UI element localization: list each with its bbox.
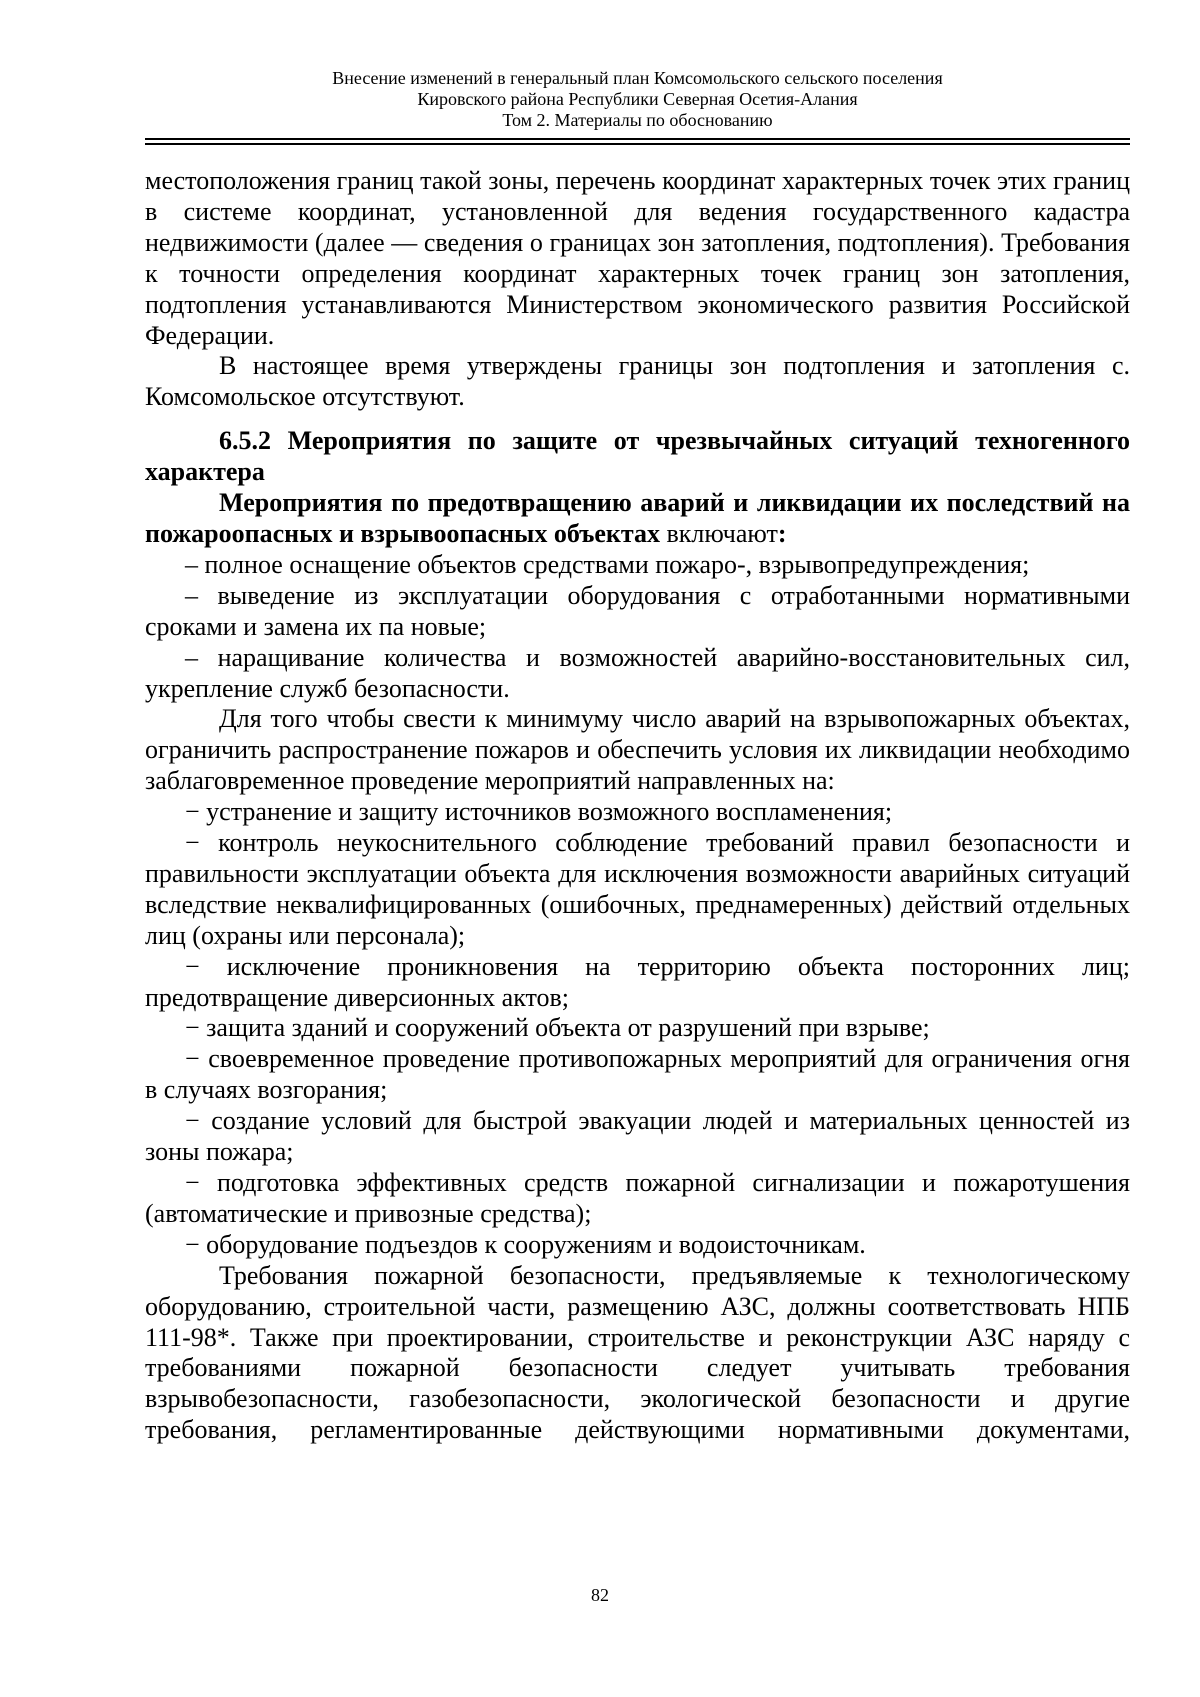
section-heading-6-5-2: 6.5.2 Мероприятия по защите от чрезвычайных ситуаций техногенного характера [145, 426, 1130, 487]
list-item: − защита зданий и сооружений объекта от разрушений при взрыве; [185, 1013, 930, 1043]
header-rule-top [145, 138, 1130, 140]
header-line-1: Внесение изменений в генеральный план Комсомольского сельского поселения [332, 68, 943, 88]
list-item: – выведение из эксплуатации оборудования с отработанными нормативными сроками и замена их па новые; [145, 580, 1130, 641]
paragraph-minimize-accidents: Для того чтобы свести к минимуму число аварий на взрывопожарных объектах, ограничить распространение пожаров и обеспечить условия их ликвидации необходимо заблаговременное проведение мероприятий направленных на: [145, 704, 1130, 796]
page-number: 82 [591, 1585, 609, 1605]
paragraph-flood-zones: В настоящее время утверждены границы зон подтопления и затопления с. Комсомольское отсутствуют. [145, 351, 1130, 412]
paragraph-continued: местоположения границ такой зоны, перечень координат характерных точек этих границ в системе координат, установленной для ведения государственного кадастра недвижимости (далее — сведения о границах зон затопления, подтопления). Требования к точности определения координат характерных точек границ зон затопления, подтопления устанавливаются Министерством экономического развития Российской Федерации. [145, 166, 1130, 350]
body-text [145, 166, 1130, 1446]
header-line-3: Том 2. Материалы по обоснованию [502, 110, 773, 130]
list-item: − подготовка эффективных средств пожарной сигнализации и пожаротушения (автоматические и привозные средства); [145, 1168, 1130, 1228]
list-item: − устранение и защиту источников возможного воспламенения; [185, 797, 893, 827]
list-item: – полное оснащение объектов средствами пожаро-, взрывопредупреждения; [185, 549, 1030, 579]
running-header [145, 68, 1130, 131]
fire-measures-colon: : [777, 518, 787, 548]
list-item: − контроль неукоснительного соблюдение требований правил безопасности и правильности эксплуатации объекта для исключения возможности аварийных ситуаций вследствие неквалифицированных (ошибочных, преднамеренных) действий отдельных лиц (охраны или персонала); [145, 828, 1130, 950]
header-line-2: Кировского района Республики Северная Осетия-Алания [417, 89, 858, 109]
fire-measures-bold: Мероприятия по предотвращению аварий и ликвидации их последствий на пожароопасных и взрывоопасных объектах [145, 488, 1130, 548]
list-item: − создание условий для быстрой эвакуации людей и материальных ценностей из зоны пожара; [145, 1106, 1130, 1167]
paragraph-fire-measures [145, 488, 1130, 550]
list-item: − своевременное проведение противопожарных мероприятий для ограничения огня в случаях возгорания; [145, 1044, 1130, 1105]
fire-measures-tail: включают [659, 518, 778, 548]
list-item: − исключение проникновения на территорию объекта посторонних лиц; предотвращение диверсионных актов; [145, 951, 1130, 1012]
header-rule-bottom [145, 143, 1130, 145]
list-item: − оборудование подъездов к сооружениям и водоисточникам. [185, 1229, 866, 1259]
list-item: – наращивание количества и возможностей аварийно-восстановительных сил, укрепление служб безопасности. [145, 642, 1130, 703]
paragraph-gas-station-requirements: Требования пожарной безопасности, предъявляемые к технологическому оборудованию, строительной части, размещению АЗС, должны соответствовать НПБ 111-98*. Также при проектировании, строительстве и реконструкции АЗС наряду с требованиями пожарной безопасности следует учитывать требования взрывобезопасности, газобезопасности, экологической безопасности и другие требования, регламентированные действующими нормативными документами, [145, 1260, 1130, 1445]
